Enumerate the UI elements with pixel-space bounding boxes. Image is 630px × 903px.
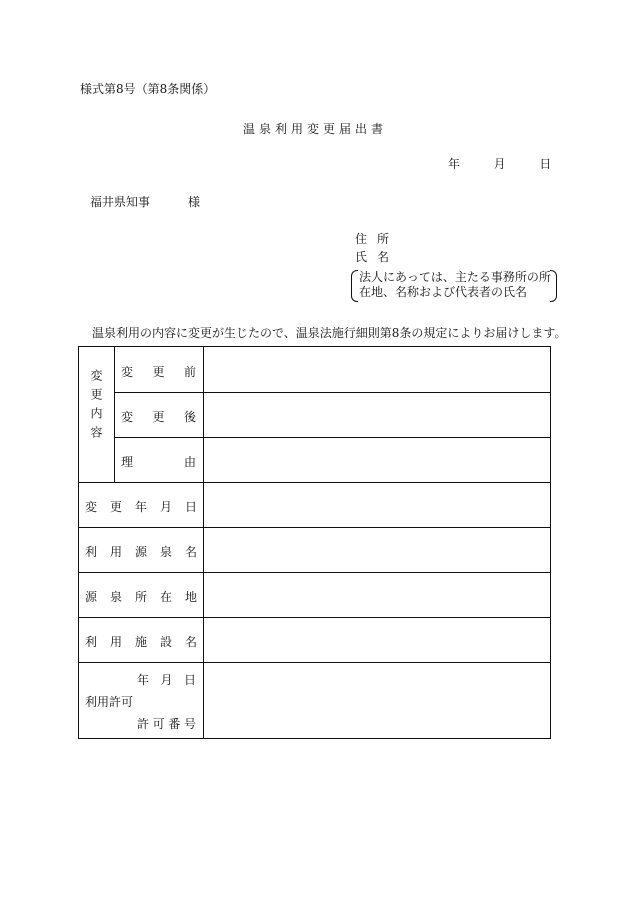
permit-field[interactable] <box>204 663 551 739</box>
reason-field[interactable] <box>204 438 551 482</box>
statement: 温泉利用の内容に変更が生じたので、温泉法施行細則第8条の規定によりお届けします。 <box>92 326 567 340</box>
date-year-label: 年 <box>448 157 461 171</box>
bracket-left <box>351 270 358 302</box>
bracket-right <box>550 270 557 302</box>
date-line <box>448 155 551 172</box>
after-field[interactable] <box>204 393 551 437</box>
date-month-label: 月 <box>493 157 506 171</box>
source-location-field[interactable] <box>204 573 551 617</box>
note-line-2: 在地、名称および代表者の氏名 <box>359 285 528 299</box>
source-name-field[interactable] <box>204 528 551 572</box>
before-label: 変 更 前 <box>121 365 196 379</box>
permit-number-label: 許 可 番 号 <box>137 717 196 731</box>
form-number: 様式第8号（第8条関係） <box>80 82 216 96</box>
before-field[interactable] <box>204 347 551 392</box>
note-line-1: 法人にあっては、主たる事務所の所 <box>359 270 551 284</box>
applicant-block <box>355 230 399 266</box>
addressee <box>90 193 200 210</box>
document-title: 温泉利用変更届出書 <box>242 122 387 136</box>
change-date-label: 変 更 年 月 日 <box>85 500 197 514</box>
permit-date-label: 年 月 日 <box>137 673 196 687</box>
permit-group-label: 利用許可 <box>85 695 134 709</box>
date-day-label: 日 <box>539 157 552 171</box>
addressee-honorific: 様 <box>188 195 201 209</box>
facility-name-field[interactable] <box>204 618 551 662</box>
change-date-field[interactable] <box>204 483 551 527</box>
change-content-label: 変更内容 <box>89 369 103 445</box>
name-label: 氏名 <box>355 250 400 264</box>
addressee-name: 福井県知事 <box>90 195 151 209</box>
source-location-label: 源 泉 所 在 地 <box>85 590 197 604</box>
after-label: 変 更 後 <box>121 410 196 424</box>
form-table <box>78 346 551 739</box>
facility-name-label: 利 用 施 設 名 <box>85 635 197 649</box>
corporate-note <box>355 270 551 300</box>
reason-label: 理 由 <box>121 455 196 469</box>
source-name-label: 利 用 源 泉 名 <box>85 545 197 559</box>
column-divider <box>114 347 115 482</box>
address-label: 住所 <box>355 232 400 246</box>
